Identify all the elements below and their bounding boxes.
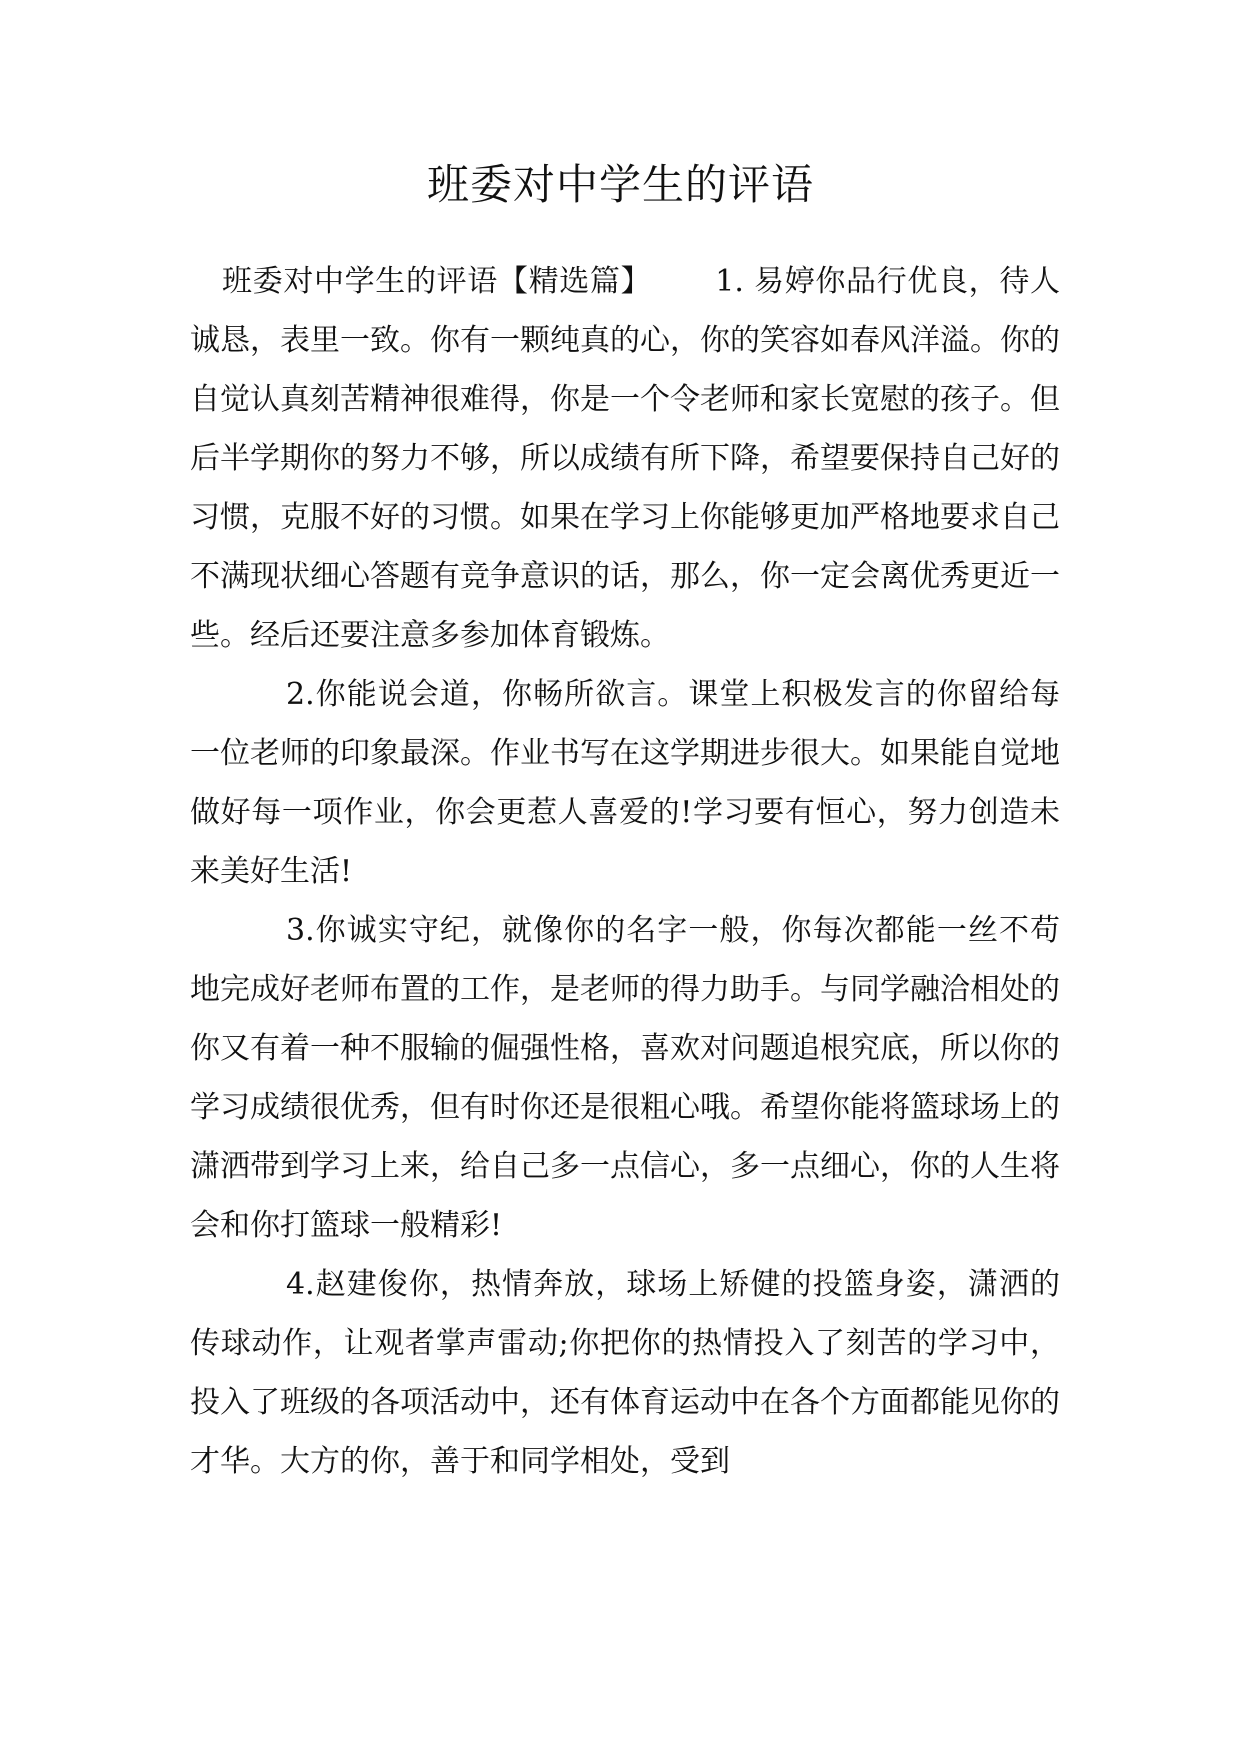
- paragraph-2: 2.你能说会道，你畅所欲言。课堂上积极发言的你留给每一位老师的印象最深。作业书写在这学期进步很大。如果能自觉地做好每一项作业，你会更惹人喜爱的!学习要有恒心，努力创造未来美好生活!: [190, 677, 1060, 889]
- paragraph-1-text: 1. 易婷你品行优良，待人诚恳，表里一致。你有一颗纯真的心，你的笑容如春风洋溢。你的自觉认真刻苦精神很难得，你是一个令老师和家长宽慰的孩子。但后半学期你的努力不够，所以成绩有所下降，希望要保持自己好的习惯，克服不好的习惯。如果在学习上你能够更加严格地要求自己不满现状细心答题有竞争意识的话，那么，你一定会离优秀更近一些。经后还要注意多参加体育锻炼。: [190, 264, 1060, 653]
- document-body: [190, 252, 1060, 1491]
- document-title: 班委对中学生的评语: [426, 160, 814, 209]
- paragraph-3: 3.你诚实守纪，就像你的名字一般，你每次都能一丝不苟地完成好老师布置的工作，是老师的得力助手。与同学融洽相处的你又有着一种不服输的倔强性格，喜欢对问题追根究底，所以你的学习成绩很优秀，但有时你还是很粗心哦。希望你能将篮球场上的潇洒带到学习上来，给自己多一点信心，多一点细心，你的人生将会和你打篮球一般精彩!: [190, 913, 1060, 1243]
- paragraph-4: 4.赵建俊你，热情奔放，球场上矫健的投篮身姿，潇洒的传球动作，让观者掌声雷动;你把你的热情投入了刻苦的学习中，投入了班级的各项活动中，还有体育运动中在各个方面都能见你的才华。大方的你，善于和同学相处，受到: [190, 1267, 1060, 1479]
- intro-heading: 班委对中学生的评语【精选篇】: [222, 264, 652, 299]
- paragraph-1: [190, 252, 1060, 665]
